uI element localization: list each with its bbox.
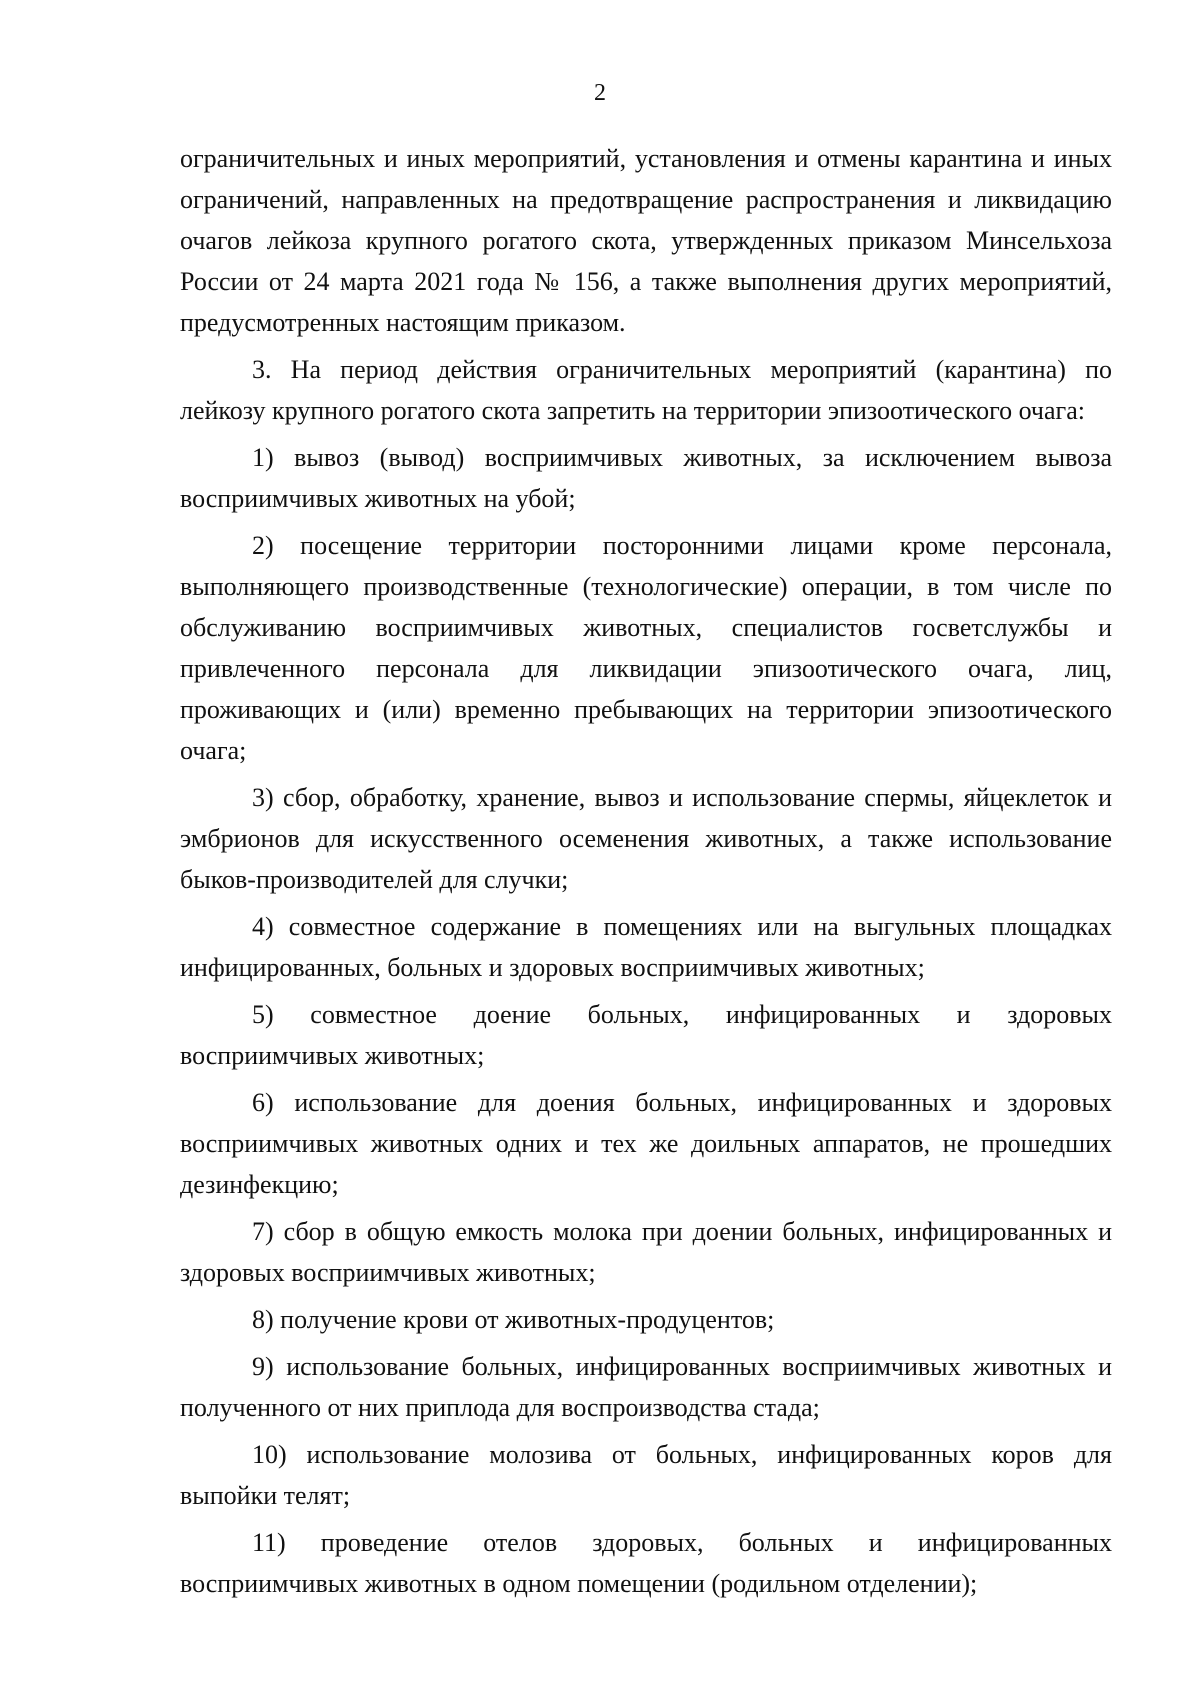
list-item-9: 9) использование больных, инфицированных восприимчивых животных и полученного от них приплода для воспроизводства стада; — [180, 1352, 1112, 1422]
page-number: 2 — [594, 80, 606, 106]
list-item-8: 8) получение крови от животных-продуцентов; — [252, 1305, 775, 1334]
list-item-4: 4) совместное содержание в помещениях или на выгульных площадках инфицированных, больных и здоровых восприимчивых животных; — [180, 912, 1112, 982]
list-item-1: 1) вывоз (вывод) восприимчивых животных, за исключением вывоза восприимчивых животных на убой; — [180, 443, 1112, 513]
list-item-7: 7) сбор в общую емкость молока при доении больных, инфицированных и здоровых восприимчивых животных; — [180, 1217, 1112, 1287]
list-item-6: 6) использование для доения больных, инфицированных и здоровых восприимчивых животных одних и тех же доильных аппаратов, не прошедших дезинфекцию; — [180, 1088, 1112, 1199]
list-item-3: 3) сбор, обработку, хранение, вывоз и использование спермы, яйцеклеток и эмбрионов для искусственного осеменения животных, а также использование быков-производителей для случки; — [180, 783, 1112, 894]
list-item-5: 5) совместное доение больных, инфицированных и здоровых восприимчивых животных; — [180, 1000, 1112, 1070]
paragraph-item-3: 3. На период действия ограничительных мероприятий (карантина) по лейкозу крупного рогатого скота запретить на территории эпизоотического очага: — [180, 355, 1112, 425]
list-item-2: 2) посещение территории посторонними лицами кроме персонала, выполняющего производственные (технологические) операции, в том числе по обслуживанию восприимчивых животных, специалистов госветслужбы и привлеченного персонала для ликвидации эпизоотического очага, лиц, проживающих и (или) временно пребывающих на территории эпизоотического очага; — [180, 531, 1112, 765]
document-body — [180, 138, 1112, 1610]
list-item-10: 10) использование молозива от больных, инфицированных коров для выпойки телят; — [180, 1440, 1112, 1510]
paragraph-continuation: ограничительных и иных мероприятий, установления и отмены карантина и иных ограничений, направленных на предотвращение распространения и ликвидацию очагов лейкоза крупного рогатого скота, утвержденных приказом Минсельхоза России от 24 марта 2021 года № 156, а также выполнения других мероприятий, предусмотренных настоящим приказом. — [180, 144, 1112, 337]
list-item-11: 11) проведение отелов здоровых, больных и инфицированных восприимчивых животных в одном помещении (родильном отделении); — [180, 1528, 1112, 1598]
